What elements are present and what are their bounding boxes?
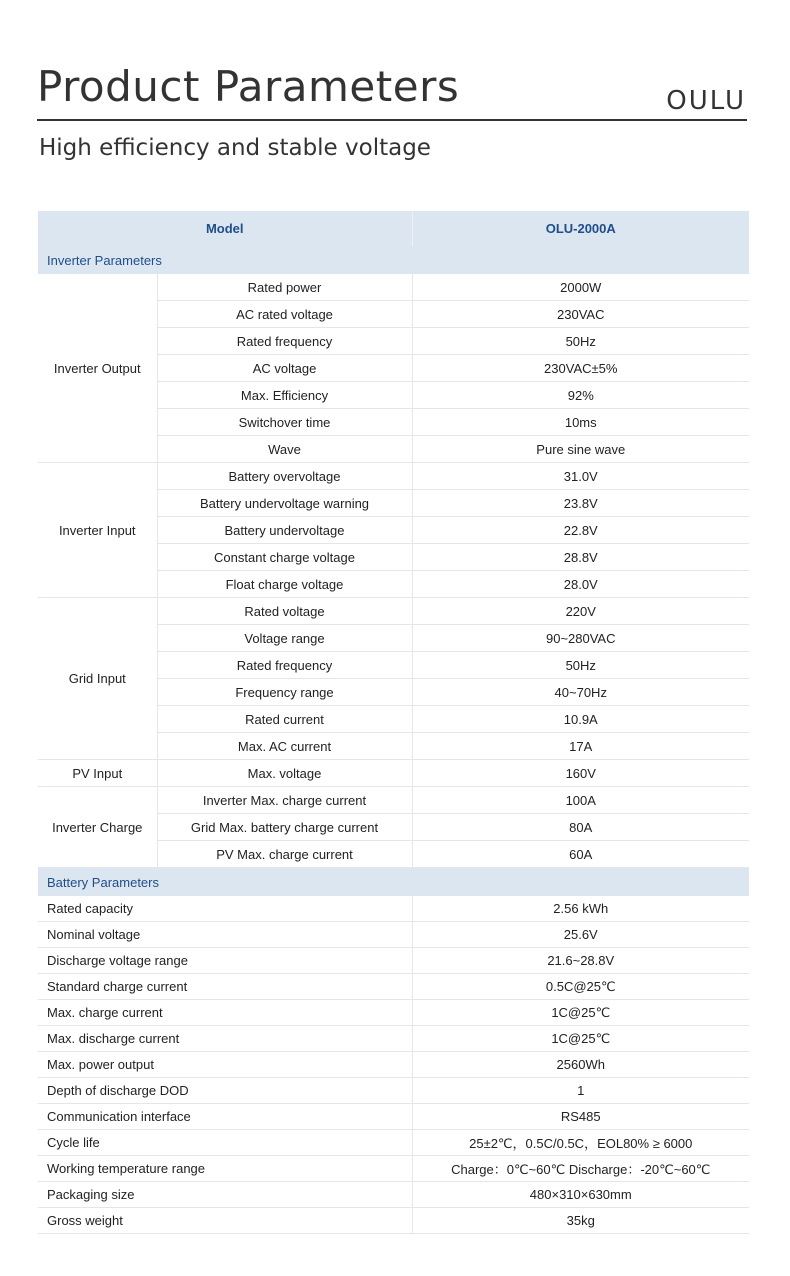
table-row (38, 1078, 749, 1104)
param-label: Battery undervoltage warning (157, 490, 412, 517)
section-title-inverter: Inverter Parameters (38, 246, 749, 274)
param-label: Standard charge current (38, 974, 412, 1000)
param-label: Working temperature range (38, 1156, 412, 1182)
param-value: 2000W (412, 274, 749, 301)
param-value: 35kg (412, 1208, 749, 1234)
param-value: 160V (412, 760, 749, 787)
param-value: 17A (412, 733, 749, 760)
param-value: 90~280VAC (412, 625, 749, 652)
param-label: Max. voltage (157, 760, 412, 787)
param-value: 230VAC (412, 301, 749, 328)
param-label: Max. discharge current (38, 1026, 412, 1052)
param-value: 2560Wh (412, 1052, 749, 1078)
table-row (38, 896, 749, 922)
param-value: 23.8V (412, 490, 749, 517)
table-row (38, 922, 749, 948)
table-row (38, 1026, 749, 1052)
param-value: 1C@25℃ (412, 1026, 749, 1052)
param-value: 60A (412, 841, 749, 868)
param-value: 100A (412, 787, 749, 814)
group-label: Inverter Output (38, 274, 157, 463)
param-label: Inverter Max. charge current (157, 787, 412, 814)
title-divider (37, 119, 747, 121)
param-label: Max. AC current (157, 733, 412, 760)
model-value: OLU-2000A (412, 211, 749, 246)
param-label: Voltage range (157, 625, 412, 652)
page-title: Product Parameters (37, 62, 460, 111)
param-label: Cycle life (38, 1130, 412, 1156)
param-label: Gross weight (38, 1208, 412, 1234)
param-value: 50Hz (412, 328, 749, 355)
param-label: Max. Efficiency (157, 382, 412, 409)
param-value: 2.56 kWh (412, 896, 749, 922)
param-value: RS485 (412, 1104, 749, 1130)
table-row (38, 787, 749, 814)
param-value: 230VAC±5% (412, 355, 749, 382)
table-row (38, 274, 749, 301)
param-value: 92% (412, 382, 749, 409)
parameters-table (38, 211, 749, 1234)
param-value: Charge：0℃~60℃ Discharge：-20℃~60℃ (412, 1156, 749, 1182)
param-label: Packaging size (38, 1182, 412, 1208)
table-row (38, 1052, 749, 1078)
param-label: Communication interface (38, 1104, 412, 1130)
table-row (38, 948, 749, 974)
brand-name: OULU (666, 86, 746, 116)
table-row (38, 1000, 749, 1026)
param-value: 22.8V (412, 517, 749, 544)
table-row (38, 1182, 749, 1208)
param-label: Switchover time (157, 409, 412, 436)
table-row (38, 1104, 749, 1130)
param-label: Grid Max. battery charge current (157, 814, 412, 841)
param-label: Wave (157, 436, 412, 463)
param-label: Max. charge current (38, 1000, 412, 1026)
param-label: Depth of discharge DOD (38, 1078, 412, 1104)
table-row (38, 463, 749, 490)
param-value: 80A (412, 814, 749, 841)
param-value: 0.5C@25℃ (412, 974, 749, 1000)
param-value: 220V (412, 598, 749, 625)
table-row (38, 1130, 749, 1156)
param-label: AC rated voltage (157, 301, 412, 328)
table-row (38, 1156, 749, 1182)
param-label: Battery overvoltage (157, 463, 412, 490)
param-label: Rated current (157, 706, 412, 733)
model-label: Model (38, 211, 412, 246)
param-value: 25±2℃，0.5C/0.5C，EOL80% ≥ 6000 (412, 1130, 749, 1156)
param-label: Discharge voltage range (38, 948, 412, 974)
param-label: Rated voltage (157, 598, 412, 625)
param-value: 25.6V (412, 922, 749, 948)
param-label: Frequency range (157, 679, 412, 706)
param-label: AC voltage (157, 355, 412, 382)
table-row (38, 760, 749, 787)
param-label: Rated capacity (38, 896, 412, 922)
param-value: 1 (412, 1078, 749, 1104)
param-value: 40~70Hz (412, 679, 749, 706)
group-label: Inverter Charge (38, 787, 157, 868)
table-header-row (38, 211, 749, 246)
group-label: Grid Input (38, 598, 157, 760)
group-label: Inverter Input (38, 463, 157, 598)
param-value: Pure sine wave (412, 436, 749, 463)
param-value: 50Hz (412, 652, 749, 679)
section-row-inverter (38, 246, 749, 274)
param-value: 28.8V (412, 544, 749, 571)
param-value: 28.0V (412, 571, 749, 598)
table-row (38, 974, 749, 1000)
section-row-battery (38, 868, 749, 897)
section-title-battery: Battery Parameters (38, 868, 749, 897)
param-label: Rated frequency (157, 328, 412, 355)
group-label: PV Input (38, 760, 157, 787)
param-label: Float charge voltage (157, 571, 412, 598)
param-value: 1C@25℃ (412, 1000, 749, 1026)
param-value: 10.9A (412, 706, 749, 733)
param-label: Constant charge voltage (157, 544, 412, 571)
param-label: Rated frequency (157, 652, 412, 679)
param-value: 10ms (412, 409, 749, 436)
param-label: Max. power output (38, 1052, 412, 1078)
param-label: Rated power (157, 274, 412, 301)
param-value: 480×310×630mm (412, 1182, 749, 1208)
param-label: PV Max. charge current (157, 841, 412, 868)
page-subtitle: High efficiency and stable voltage (39, 135, 431, 161)
param-label: Nominal voltage (38, 922, 412, 948)
param-label: Battery undervoltage (157, 517, 412, 544)
param-value: 21.6~28.8V (412, 948, 749, 974)
param-value: 31.0V (412, 463, 749, 490)
table-row (38, 1208, 749, 1234)
table-row (38, 598, 749, 625)
